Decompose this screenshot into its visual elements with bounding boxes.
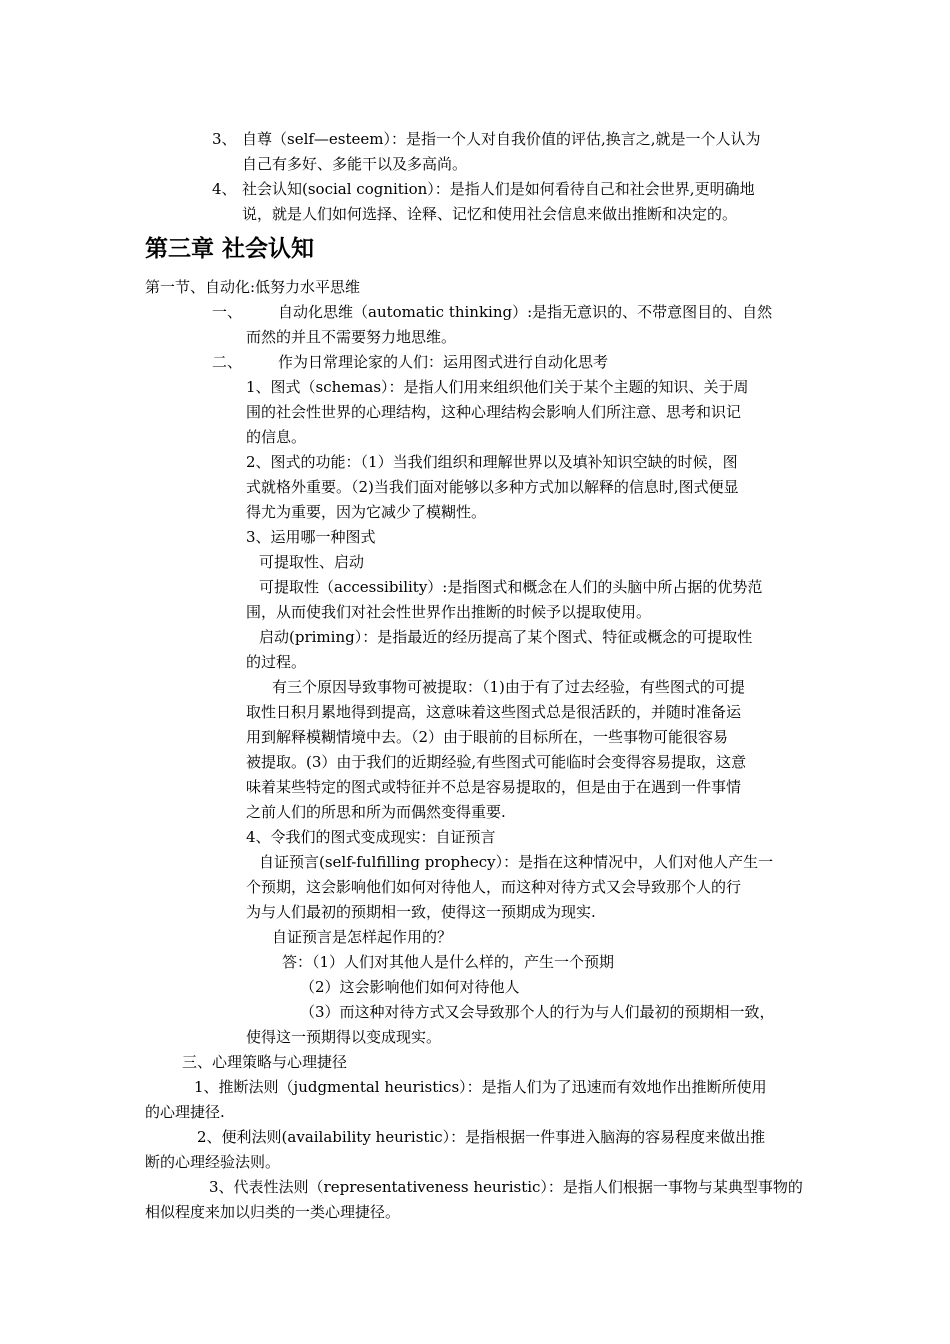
section-3-title: 三、心理策略与心理捷径 <box>182 1053 348 1071</box>
section-1-item-2-line-1 <box>212 352 608 372</box>
answer-line-1: 答：（1）人们对其他人是什么样的，产生一个预期 <box>282 953 615 971</box>
chapter-title: 第三章 社会认知 <box>145 235 315 262</box>
answer-line-4: 使得这一预期得以变成现实。 <box>246 1028 442 1046</box>
prophecy-definition-line-2: 个预期，这会影响他们如何对待他人，而这种对待方式又会导致那个人的行 <box>246 878 742 896</box>
intro-item-3-line-1 <box>212 129 761 149</box>
section-1-item-1-line-1 <box>212 302 772 322</box>
section-1-item-1-text: 自动化思维（automatic thinking）:是指无意识的、不带意图目的、自然 <box>278 303 773 321</box>
judgmental-line-2: 的心理捷径. <box>145 1103 225 1121</box>
reasons-line-2: 取性日积月累地得到提高，这意味着这些图式总是很活跃的，并随时准备运 <box>246 703 742 721</box>
section-1-item-2-text: 作为日常理论家的人们：运用图式进行自动化思考 <box>278 353 609 371</box>
schemas-line-3: 的信息。 <box>246 428 307 446</box>
prophecy-heading: 4、令我们的图式变成现实：自证预言 <box>246 828 496 846</box>
answer-line-3: （3）而这种对待方式又会导致那个人的行为与人们最初的预期相一致， <box>300 1003 775 1021</box>
prophecy-definition-line-3: 为与人们最初的预期相一致，使得这一预期成为现实. <box>246 903 596 921</box>
reasons-line-6: 之前人们的所思和所为而偶然变得重要. <box>246 803 506 821</box>
which-schema-heading: 3、运用哪一种图式 <box>246 528 376 546</box>
schemas-line-2: 围的社会性世界的心理结构，这种心理结构会影响人们所注意、思考和识记 <box>246 403 742 421</box>
access-prime-subheading: 可提取性、启动 <box>259 553 365 571</box>
accessibility-line-2: 围，从而使我们对社会性世界作出推断的时候予以提取使用。 <box>246 603 652 621</box>
section-1-item-1-line-2: 而然的并且不需要努力地思维。 <box>246 328 457 346</box>
representativeness-line-1: 3、代表性法则（representativeness heuristic）：是指人们根据一事物与某典型事物的 <box>209 1178 803 1196</box>
functions-line-2: 式就格外重要。（2)当我们面对能够以多种方式加以解释的信息时,图式便显 <box>246 478 739 496</box>
schemas-line-1: 1、图式（schemas）：是指人们用来组织他们关于某个主题的知识、关于周 <box>246 378 749 396</box>
intro-item-3-text: 自尊（self—esteem）：是指一个人对自我价值的评估,换言之,就是一个人认为 <box>242 130 761 148</box>
priming-line-2: 的过程。 <box>246 653 307 671</box>
intro-item-4-number: 4、 <box>212 180 237 198</box>
section-1-item-1-number: 一、 <box>212 303 243 321</box>
intro-item-4-line-1 <box>212 179 755 199</box>
availability-line-2: 断的心理经验法则。 <box>145 1153 281 1171</box>
section-1-title: 第一节、自动化:低努力水平思维 <box>145 278 361 296</box>
section-1-item-2-number: 二、 <box>212 353 243 371</box>
accessibility-line-1: 可提取性（accessibility）:是指图式和概念在人们的头脑中所占据的优势范 <box>259 578 763 596</box>
reasons-line-3: 用到解释模糊情境中去。（2）由于眼前的目标所在，一些事物可能很容易 <box>246 728 729 746</box>
prophecy-question: 自证预言是怎样起作用的？ <box>272 928 453 946</box>
reasons-line-4: 被提取。(3）由于我们的近期经验,有些图式可能临时会变得容易提取，这意 <box>246 753 747 771</box>
intro-item-3-line-2: 自己有多好、多能干以及多高尚。 <box>242 155 468 173</box>
intro-item-3-number: 3、 <box>212 130 237 148</box>
priming-line-1: 启动(priming）：是指最近的经历提高了某个图式、特征或概念的可提取性 <box>259 628 753 646</box>
prophecy-definition-line-1: 自证预言(self-fulfilling prophecy）：是指在这种情况中，人们对他人产生一 <box>259 853 774 871</box>
reasons-line-5: 味着某些特定的图式或特征并不总是容易提取的，但是由于在遇到一件事情 <box>246 778 742 796</box>
functions-line-1: 2、图式的功能：（1）当我们组织和理解世界以及填补知识空缺的时候，图 <box>246 453 738 471</box>
representativeness-line-2: 相似程度来加以归类的一类心理捷径。 <box>145 1203 401 1221</box>
intro-item-4-text: 社会认知(social cognition）：是指人们是如何看待自己和社会世界,更明确地 <box>242 180 755 198</box>
reasons-line-1: 有三个原因导致事物可被提取：（1)由于有了过去经验，有些图式的可提 <box>272 678 745 696</box>
judgmental-line-1: 1、推断法则（judgmental heuristics）：是指人们为了迅速而有效地作出推断所使用 <box>194 1078 767 1096</box>
availability-line-1: 2、便利法则(availability heuristic）：是指根据一件事进入脑海的容易程度来做出推 <box>197 1128 766 1146</box>
intro-item-4-line-2: 说，就是人们如何选择、诠释、记忆和使用社会信息来做出推断和决定的。 <box>242 205 738 223</box>
answer-line-2: （2）这会影响他们如何对待他人 <box>300 978 520 996</box>
functions-line-3: 得尤为重要，因为它减少了模糊性。 <box>246 503 487 521</box>
